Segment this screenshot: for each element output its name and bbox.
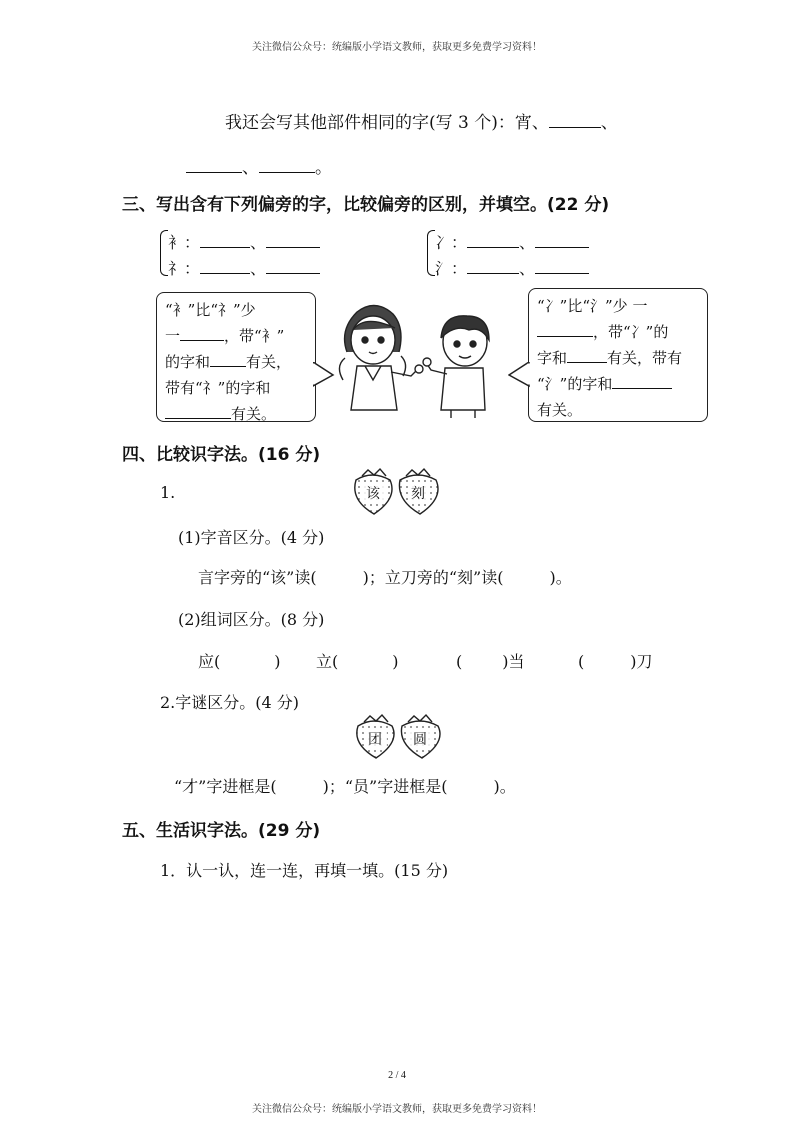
answer-blank[interactable] [180,324,224,341]
prompt-text: 应( [198,652,221,671]
colon: ： [184,259,201,278]
radical-label: 冫 [435,233,452,252]
bubble-pointer-right [508,362,530,388]
prompt-text: 立( [316,652,339,671]
word-item-1 [198,649,281,672]
radical-row-1 [168,230,320,253]
bubble-line [537,319,699,345]
word-item-3 [456,649,525,672]
question-1-label: 1. [160,483,176,502]
bubble-line [165,401,307,427]
answer-blank[interactable] [535,257,589,274]
question-1-1-line [198,565,572,588]
girl-figure [339,305,423,410]
bubble-text: 有关， [246,353,292,371]
bubble-text: ，带“衤” [224,327,285,345]
word-item-4 [578,649,653,672]
separator: 、 [250,259,267,278]
fruit-char: 团 [368,732,382,748]
answer-blank[interactable] [567,346,607,363]
prompt-text: ) [274,652,281,671]
answer-blank[interactable] [259,156,315,173]
right-brace [427,230,435,276]
colon: ： [451,233,468,252]
radical-label: 衤 [168,233,185,252]
period: 。 [315,158,332,178]
bubble-text: 的字和 [165,353,211,371]
answer-blank[interactable] [165,402,231,419]
answer-blank[interactable] [549,111,601,128]
children-illustration [335,300,515,418]
bubble-pointer-left [313,362,335,388]
bubble-text: 有关。 [231,405,277,423]
bubble-line: “冫”比“氵”少 一 [537,297,648,315]
fruit-char: 该 [366,486,380,502]
separator: 、 [519,259,536,278]
top-line-1 [225,108,618,133]
prompt-text: )。 [549,568,572,587]
radical-label: 礻 [168,259,185,278]
fruit-char: 圆 [413,732,427,748]
prompt-text: “才”字进框是( [174,777,277,796]
prompt-text: )；立刀旁的“刻”读( [362,568,504,587]
word-item-2 [316,649,399,672]
answer-blank[interactable] [537,320,593,337]
prompt-text: ( [456,652,463,671]
left-brace [160,230,168,276]
prompt-text: ) [392,652,399,671]
prompt-text: )刀 [630,652,653,671]
answer-blank[interactable] [612,372,672,389]
boy-figure [423,316,489,418]
radical-row-2 [168,256,320,279]
bubble-line [165,323,307,349]
top-line-2 [186,153,332,178]
prompt-text: )；“员”字进框是( [322,777,448,796]
prompt-text: 言字旁的“该”读( [198,568,317,587]
prompt-text: )当 [502,652,525,671]
bubble-text: 一 [165,327,181,345]
bubble-text: 字和 [537,349,568,367]
colon: ： [184,233,201,252]
answer-blank[interactable] [186,156,242,173]
page-header: 关注微信公众号：统编版小学语文教师，获取更多免费学习资料！ [252,42,542,53]
answer-blank[interactable] [266,257,320,274]
separator: 、 [600,113,618,133]
bubble-line: 带有“礻”的字和 [165,379,271,397]
bubble-text: “氵”的字和 [537,375,613,393]
answer-blank[interactable] [200,231,250,248]
radical-label: 氵 [435,259,452,278]
radical-row-4 [435,256,589,279]
page-number: 2 / 4 [388,1070,406,1081]
bubble-line: “衤”比“礻”少 [165,301,256,319]
bubble-text: 有关，带有 [607,349,683,367]
section-5-title: 五、生活识字法。(29 分) [122,821,321,841]
speech-bubble-right [528,288,708,422]
bubble-line [165,349,307,375]
prompt-text: )。 [493,777,516,796]
separator: 、 [519,233,536,252]
strawberry-pair-1 [350,466,446,518]
answer-blank[interactable] [467,257,519,274]
page-footer: 关注微信公众号：统编版小学语文教师，获取更多免费学习资料！ [252,1104,542,1115]
radical-row-3 [435,230,589,253]
answer-blank[interactable] [535,231,589,248]
section-4-title: 四、比较识字法。(16 分) [122,445,321,465]
question-1-1: (1)字音区分。(4 分) [178,528,325,547]
answer-blank[interactable] [200,257,250,274]
bubble-text: ，带“冫”的 [593,323,669,341]
answer-blank[interactable] [467,231,519,248]
separator: 、 [250,233,267,252]
prompt-text: ( [578,652,585,671]
speech-bubble-left [156,292,316,422]
section-5-question-1: 1．认一认，连一连，再填一填。(15 分) [160,861,449,880]
question-2: 2.字谜区分。(4 分) [160,693,300,712]
answer-blank[interactable] [266,231,320,248]
bubble-line [537,371,699,397]
bubble-line [537,345,699,371]
fruit-char: 刻 [411,486,425,502]
section-3-title: 三、写出含有下列偏旁的字，比较偏旁的区别，并填空。(22 分) [122,195,610,215]
top-line-text: 我还会写其他部件相同的字(写 3 个)：宵、 [225,113,549,133]
bubble-line: 有关。 [537,401,583,419]
question-2-line [174,774,516,797]
question-1-2: (2)组词区分。(8 分) [178,610,325,629]
colon: ： [451,259,468,278]
separator: 、 [242,158,259,178]
answer-blank[interactable] [210,350,246,367]
